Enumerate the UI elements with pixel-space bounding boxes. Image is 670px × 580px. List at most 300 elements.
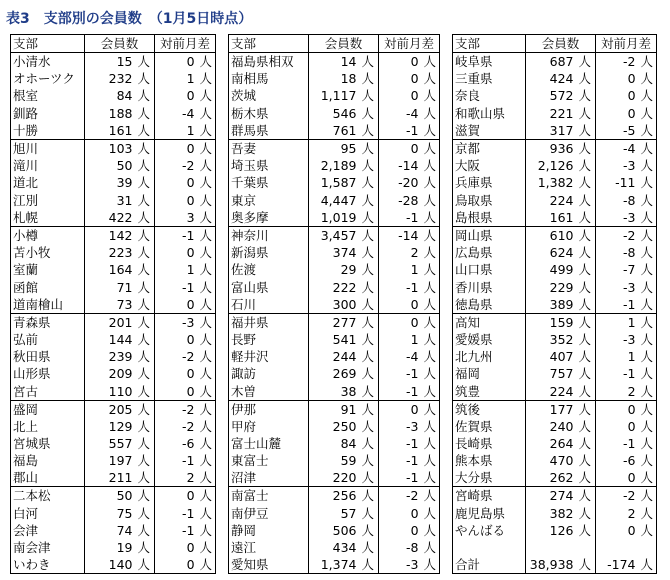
member-count: 164 (108, 262, 133, 278)
member-unit: 人 (576, 139, 596, 157)
month-change: -3 (182, 314, 195, 330)
table-row (453, 70, 657, 87)
month-change: -7 (623, 262, 636, 278)
month-change: 0 (186, 366, 195, 382)
member-unit: 人 (576, 504, 596, 521)
change-unit: 人 (638, 70, 657, 87)
month-change: -174 (596, 556, 638, 574)
member-count: 1,374 (309, 556, 359, 574)
month-change: 0 (186, 244, 195, 260)
header-branch: 支部 (453, 35, 526, 53)
table-row (229, 469, 440, 487)
table-row (453, 157, 657, 174)
month-change: 2 (596, 383, 638, 401)
member-count: 424 (549, 71, 574, 87)
member-unit: 人 (359, 539, 379, 556)
header-branch: 支部 (229, 35, 309, 53)
branch-name: 富山県 (229, 278, 309, 295)
branch-name: 旭川 (11, 139, 85, 157)
branch-name: 静岡 (229, 522, 309, 539)
member-count: 75 (116, 505, 133, 521)
month-change: -1 (406, 366, 419, 382)
table-row (453, 244, 657, 261)
member-unit: 人 (359, 504, 379, 521)
change-unit: 人 (197, 296, 216, 314)
member-count: 38,938 (526, 556, 576, 574)
branch-name: 二本松 (11, 487, 85, 505)
change-unit: 人 (638, 487, 657, 505)
member-count: 144 (108, 331, 133, 347)
table-row (453, 87, 657, 104)
member-count: 256 (332, 488, 357, 504)
member-unit: 人 (135, 139, 155, 157)
month-change: 1 (627, 349, 636, 365)
branch-name: 三重県 (453, 70, 526, 87)
table-row (229, 452, 440, 469)
branch-name: 鳥取県 (453, 191, 526, 208)
month-change: 0 (410, 401, 419, 417)
branch-name: 長崎県 (453, 435, 526, 452)
member-count: 161 (526, 209, 576, 227)
member-count: 262 (526, 469, 576, 487)
change-unit: 人 (638, 522, 657, 539)
branch-name: 富士山麓 (229, 435, 309, 452)
branch-name: 群馬県 (229, 122, 309, 140)
member-unit: 人 (359, 87, 379, 104)
branch-name: 高知 (453, 313, 526, 331)
month-change: 0 (410, 88, 419, 104)
month-change: -1 (406, 279, 419, 295)
change-unit: 人 (421, 400, 440, 418)
branch-name: オホーツク (11, 70, 85, 87)
month-change: -1 (182, 522, 195, 538)
member-unit: 人 (135, 348, 155, 365)
branch-name: 青森県 (11, 313, 85, 331)
table-row (229, 226, 440, 244)
table-row (229, 122, 440, 140)
month-change: -2 (182, 349, 195, 365)
table-row (229, 191, 440, 208)
branch-name: 奈良 (453, 87, 526, 104)
branch-name: 大分県 (453, 469, 526, 487)
member-count: 3,457 (320, 227, 357, 243)
member-count: 687 (549, 54, 574, 69)
branch-name: 小樽 (11, 226, 85, 244)
table-row (229, 139, 440, 157)
member-count: 389 (526, 296, 576, 314)
member-count: 422 (85, 209, 135, 227)
member-unit: 人 (359, 261, 379, 278)
member-count: 29 (340, 262, 357, 278)
member-count: 274 (549, 488, 574, 504)
change-unit: 人 (197, 435, 216, 452)
table-row (11, 87, 216, 104)
member-count: 610 (549, 227, 574, 243)
change-unit: 人 (197, 261, 216, 278)
change-unit: 人 (638, 139, 657, 157)
member-unit: 人 (135, 331, 155, 348)
month-change: -1 (406, 436, 419, 451)
member-unit: 人 (135, 244, 155, 261)
member-unit: 人 (135, 522, 155, 539)
change-unit: 人 (197, 313, 216, 331)
member-count: 506 (332, 522, 357, 538)
table-row (11, 487, 216, 505)
table-row (11, 70, 216, 87)
branch-name: 島根県 (453, 209, 526, 227)
member-count: 300 (309, 296, 359, 314)
branch-name: 佐賀県 (453, 418, 526, 435)
month-change: -2 (182, 418, 195, 434)
branch-name: 福井県 (229, 313, 309, 331)
member-unit: 人 (359, 70, 379, 87)
month-change: -8 (623, 192, 636, 208)
member-count: 4,447 (320, 192, 357, 208)
change-unit: 人 (197, 122, 216, 140)
change-unit: 人 (638, 278, 657, 295)
header-members: 会員数 (309, 35, 379, 53)
change-unit: 人 (638, 400, 657, 418)
member-unit: 人 (359, 226, 379, 244)
member-unit: 人 (576, 487, 596, 505)
member-unit: 人 (359, 556, 379, 574)
month-change: 0 (186, 331, 195, 347)
member-unit: 人 (359, 174, 379, 191)
month-change (596, 539, 638, 556)
change-unit: 人 (638, 261, 657, 278)
month-change: -1 (379, 469, 421, 487)
table-row (229, 209, 440, 227)
change-unit: 人 (421, 244, 440, 261)
change-unit: 人 (421, 87, 440, 104)
change-unit: 人 (638, 365, 657, 382)
change-unit: 人 (421, 226, 440, 244)
member-unit: 人 (359, 313, 379, 331)
member-unit: 人 (135, 400, 155, 418)
change-unit: 人 (197, 331, 216, 348)
change-unit: 人 (638, 244, 657, 261)
table-row (453, 331, 657, 348)
change-unit: 人 (197, 278, 216, 295)
branch-name: 函館 (11, 278, 85, 295)
branch-name: 秋田県 (11, 348, 85, 365)
change-unit: 人 (638, 348, 657, 365)
member-unit: 人 (359, 244, 379, 261)
member-unit: 人 (359, 53, 379, 71)
month-change: -11 (615, 175, 636, 191)
branch-name: 和歌山県 (453, 105, 526, 122)
table-row (453, 383, 657, 401)
member-unit: 人 (576, 400, 596, 418)
member-unit: 人 (359, 400, 379, 418)
member-count: 177 (549, 401, 574, 417)
change-unit: 人 (197, 191, 216, 208)
table-row (453, 209, 657, 227)
member-count: 470 (549, 453, 574, 469)
branch-name: 小清水 (11, 53, 85, 71)
month-change: 0 (410, 505, 419, 521)
branch-name: 南伊豆 (229, 504, 309, 521)
table-row (11, 539, 216, 556)
table-row (453, 418, 657, 435)
member-count: 541 (332, 331, 357, 347)
table-row (11, 469, 216, 487)
member-count: 757 (549, 366, 574, 382)
change-unit: 人 (638, 191, 657, 208)
member-unit: 人 (135, 105, 155, 122)
table-row (229, 504, 440, 521)
month-change: -14 (398, 158, 419, 174)
table-row (11, 244, 216, 261)
table-row (453, 278, 657, 295)
member-count: 74 (116, 522, 133, 538)
member-unit: 人 (576, 556, 596, 574)
branch-name: 木曽 (229, 383, 309, 401)
member-count: 546 (332, 105, 357, 121)
change-unit: 人 (638, 87, 657, 104)
member-count: 18 (340, 71, 357, 87)
member-unit: 人 (576, 383, 596, 401)
month-change: -4 (406, 105, 419, 121)
branch-table-2 (228, 34, 440, 574)
month-change: -1 (182, 227, 195, 243)
month-change: -3 (623, 331, 636, 347)
table-row (229, 244, 440, 261)
member-unit: 人 (135, 487, 155, 505)
month-change: 0 (627, 418, 636, 434)
table-row (229, 487, 440, 505)
month-change: -1 (379, 122, 421, 140)
month-change: -2 (623, 227, 636, 243)
member-unit: 人 (576, 313, 596, 331)
member-count: 205 (108, 401, 133, 417)
table-row (229, 539, 440, 556)
member-count: 232 (108, 71, 133, 87)
member-count: 229 (549, 279, 574, 295)
table-row (453, 435, 657, 452)
change-unit: 人 (197, 452, 216, 469)
table-row (11, 400, 216, 418)
branch-name: 北九州 (453, 348, 526, 365)
change-unit: 人 (638, 226, 657, 244)
branch-name: 南富士 (229, 487, 309, 505)
table-row (11, 53, 216, 71)
month-change: 0 (186, 192, 195, 208)
branch-name: 江別 (11, 191, 85, 208)
branch-name: 東富士 (229, 452, 309, 469)
member-unit: 人 (576, 365, 596, 382)
member-unit: 人 (359, 139, 379, 157)
branch-name: 石川 (229, 296, 309, 314)
month-change: 0 (186, 54, 195, 69)
month-change: 0 (596, 469, 638, 487)
change-unit: 人 (197, 348, 216, 365)
member-unit: 人 (359, 469, 379, 487)
branch-name: 筑後 (453, 400, 526, 418)
member-unit: 人 (359, 522, 379, 539)
branch-name: やんばる (453, 522, 526, 539)
table-row (11, 435, 216, 452)
change-unit: 人 (638, 418, 657, 435)
branch-name: 札幌 (11, 209, 85, 227)
header-members: 会員数 (85, 35, 155, 53)
branch-name: 合計 (453, 556, 526, 574)
table-row (453, 487, 657, 505)
member-unit: 人 (576, 418, 596, 435)
member-unit: 人 (359, 105, 379, 122)
branch-name: 諏訪 (229, 365, 309, 382)
branch-name: 滝川 (11, 157, 85, 174)
branch-name: 熊本県 (453, 452, 526, 469)
member-count: 95 (340, 140, 357, 156)
header-change: 対前月差 (379, 35, 440, 53)
member-count: 382 (549, 505, 574, 521)
month-change: 0 (186, 175, 195, 191)
member-count: 110 (85, 383, 135, 401)
member-unit: 人 (576, 122, 596, 140)
table-row (453, 174, 657, 191)
member-unit: 人 (359, 296, 379, 314)
member-unit: 人 (359, 157, 379, 174)
header-members: 会員数 (526, 35, 596, 53)
member-unit: 人 (576, 435, 596, 452)
member-unit: 人 (135, 418, 155, 435)
change-unit: 人 (638, 296, 657, 314)
member-count: 936 (549, 140, 574, 156)
change-unit: 人 (421, 487, 440, 505)
member-count: 142 (108, 227, 133, 243)
table-row (453, 522, 657, 539)
month-change: 0 (155, 556, 197, 574)
member-unit: 人 (359, 418, 379, 435)
member-count: 103 (108, 140, 133, 156)
member-unit (576, 539, 596, 556)
branch-name: 徳島県 (453, 296, 526, 314)
table-row (11, 139, 216, 157)
member-unit: 人 (135, 122, 155, 140)
table-row (453, 313, 657, 331)
member-count: 188 (108, 105, 133, 121)
table-row (11, 313, 216, 331)
change-unit: 人 (197, 139, 216, 157)
member-unit: 人 (359, 435, 379, 452)
change-unit: 人 (638, 209, 657, 227)
branch-name: 奥多摩 (229, 209, 309, 227)
month-change: -3 (623, 158, 636, 174)
branch-table-1 (10, 34, 216, 574)
branch-name: 福岡 (453, 365, 526, 382)
month-change: 1 (410, 262, 419, 278)
branch-name: 筑豊 (453, 383, 526, 401)
change-unit: 人 (421, 191, 440, 208)
month-change: 0 (627, 522, 636, 538)
member-unit: 人 (576, 296, 596, 314)
branch-name: 室蘭 (11, 261, 85, 278)
member-count: 264 (549, 436, 574, 451)
member-unit: 人 (576, 331, 596, 348)
branch-name: 愛媛県 (453, 331, 526, 348)
month-change: -14 (398, 227, 419, 243)
month-change: 0 (627, 88, 636, 104)
branch-name: 南相馬 (229, 70, 309, 87)
branch-name: 鹿児島県 (453, 504, 526, 521)
month-change: 0 (627, 105, 636, 121)
member-count: 84 (116, 88, 133, 104)
month-change: 0 (155, 296, 197, 314)
member-count: 1,019 (309, 209, 359, 227)
member-count: 126 (549, 522, 574, 538)
branch-name: いわき (11, 556, 85, 574)
branch-name: 白河 (11, 504, 85, 521)
table-row (229, 435, 440, 452)
table-row (453, 365, 657, 382)
table-row (453, 452, 657, 469)
month-change: -6 (182, 436, 195, 451)
member-count: 269 (332, 366, 357, 382)
branch-name: 沼津 (229, 469, 309, 487)
month-change: 2 (155, 469, 197, 487)
table-row (11, 452, 216, 469)
change-unit: 人 (197, 556, 216, 574)
member-count: 91 (340, 401, 357, 417)
table-row (11, 296, 216, 314)
member-count: 220 (309, 469, 359, 487)
month-change: 0 (410, 314, 419, 330)
table-row (229, 157, 440, 174)
member-count: 222 (332, 279, 357, 295)
member-count: 201 (108, 314, 133, 330)
month-change: 1 (410, 331, 419, 347)
member-count: 59 (340, 453, 357, 469)
member-count: 1,117 (320, 88, 357, 104)
member-count: 1,382 (537, 175, 574, 191)
member-count: 19 (116, 540, 133, 556)
month-change: 0 (627, 401, 636, 417)
month-change: -6 (623, 453, 636, 469)
branch-name: 釧路 (11, 105, 85, 122)
month-change: -1 (182, 279, 195, 295)
month-change: -1 (596, 296, 638, 314)
table-row (229, 105, 440, 122)
month-change: 2 (410, 244, 419, 260)
table-row (11, 522, 216, 539)
branch-name: 茨城 (229, 87, 309, 104)
member-unit: 人 (576, 105, 596, 122)
member-unit: 人 (576, 452, 596, 469)
member-count: 221 (549, 105, 574, 121)
member-count: 209 (108, 366, 133, 382)
table-row (11, 418, 216, 435)
branch-name: 京都 (453, 139, 526, 157)
change-unit: 人 (197, 383, 216, 401)
member-count: 71 (116, 279, 133, 295)
member-unit: 人 (135, 174, 155, 191)
member-unit: 人 (135, 261, 155, 278)
member-unit: 人 (135, 469, 155, 487)
member-unit: 人 (135, 313, 155, 331)
member-count: 224 (526, 383, 576, 401)
table-row (453, 539, 657, 556)
member-count: 277 (332, 314, 357, 330)
member-unit: 人 (576, 226, 596, 244)
change-unit: 人 (197, 70, 216, 87)
month-change: 3 (155, 209, 197, 227)
change-unit: 人 (421, 469, 440, 487)
member-unit: 人 (576, 191, 596, 208)
table-row (229, 383, 440, 401)
table-row (229, 365, 440, 382)
change-unit: 人 (421, 331, 440, 348)
